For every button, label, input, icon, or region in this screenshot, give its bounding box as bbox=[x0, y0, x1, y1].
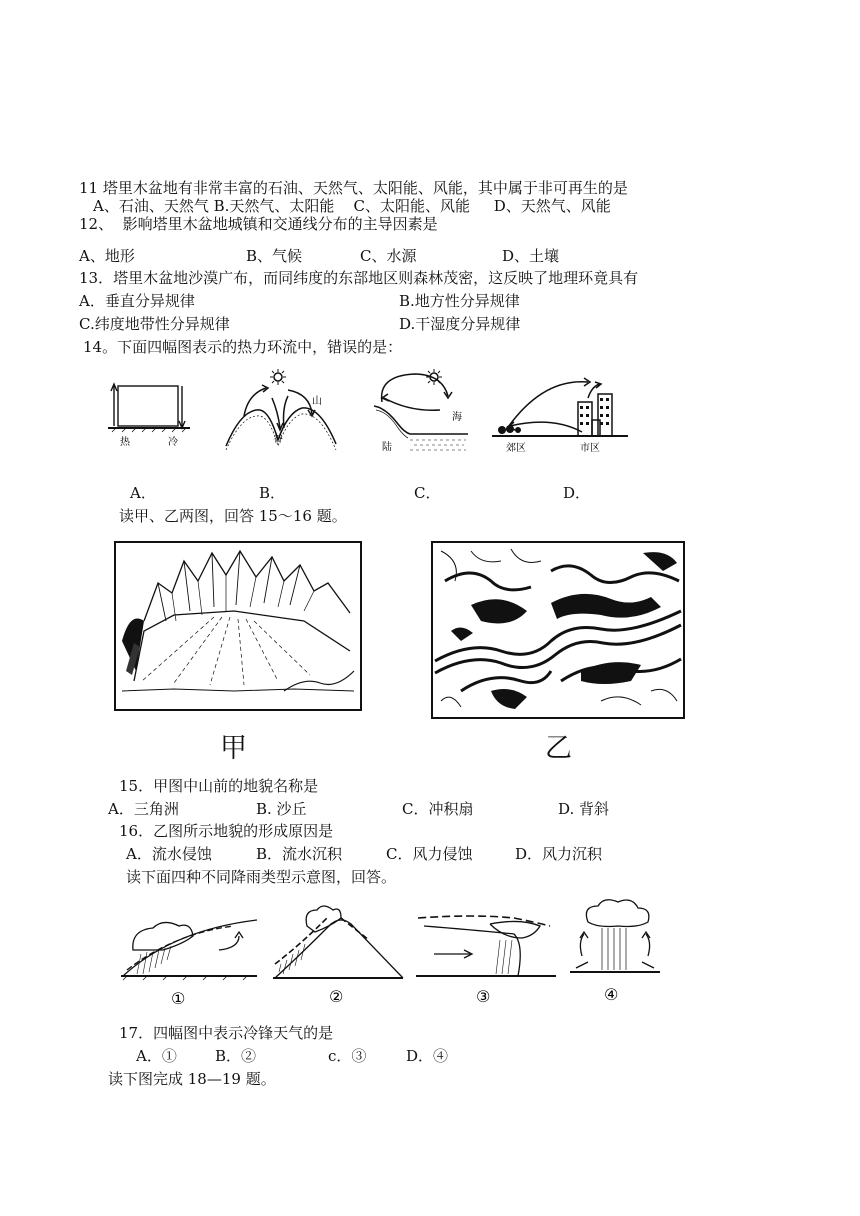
q13-option-d: D.干湿度分异规律 bbox=[399, 315, 521, 333]
q17-option-c: c．③ bbox=[328, 1047, 367, 1065]
q17-stem: 17．四幅图中表示冷锋天气的是 bbox=[119, 1024, 334, 1042]
q14-figure-c bbox=[370, 366, 470, 458]
sea-label: 海 bbox=[452, 412, 462, 423]
intro-17: 读下面四种不同降雨类型示意图，回答。 bbox=[126, 868, 397, 886]
q16-option-d: D．风力沉积 bbox=[515, 845, 603, 863]
q14-figure-d bbox=[492, 372, 630, 456]
q12-stem: 12、 影响塔里木盆地城镇和交通线分布的主导因素是 bbox=[79, 215, 438, 233]
rain-label-2: ② bbox=[329, 987, 344, 1006]
q14-option-a: A． bbox=[130, 484, 156, 502]
q13-option-c: C.纬度地带性分异规律 bbox=[79, 315, 230, 333]
q16-stem: 16．乙图所示地貌的形成原因是 bbox=[119, 822, 334, 840]
suburb-label: 郊区 bbox=[506, 443, 526, 454]
q12-option-b: B、气候 bbox=[246, 247, 303, 265]
q14-stem: 14。下面四幅图表示的热力环流中，错误的是： bbox=[83, 338, 403, 356]
river-terrain-figure bbox=[431, 541, 687, 721]
figure-jia-label: 甲 bbox=[220, 733, 247, 764]
rain-label-4: ④ bbox=[604, 985, 619, 1004]
q16-option-a: A．流水侵蚀 bbox=[126, 845, 212, 863]
q14-option-c: C． bbox=[414, 484, 441, 502]
q15-option-c: C．冲积扇 bbox=[402, 800, 474, 818]
land-label: 陆 bbox=[382, 442, 392, 453]
q14-figure-b bbox=[222, 368, 340, 454]
rain-figure-2 bbox=[271, 904, 407, 1010]
rain-label-3: ③ bbox=[476, 987, 491, 1006]
figure-yi-label: 乙 bbox=[545, 733, 572, 764]
q13-option-b: B.地方性分异规律 bbox=[399, 292, 520, 310]
valley-label: 谷 bbox=[273, 434, 283, 445]
q16-option-c: C．风力侵蚀 bbox=[386, 845, 473, 863]
rain-figure-1 bbox=[113, 910, 261, 1010]
q12-option-c: C、水源 bbox=[360, 247, 417, 265]
q15-option-d: D. 背斜 bbox=[558, 800, 610, 818]
rain-figure-4 bbox=[568, 898, 664, 1008]
q17-option-a: A．① bbox=[136, 1047, 177, 1065]
q12-option-a: A、地形 bbox=[79, 247, 135, 265]
q15-option-a: A．三角洲 bbox=[108, 800, 179, 818]
q14-figure-a bbox=[108, 378, 190, 450]
q15-option-b: B. 沙丘 bbox=[256, 800, 307, 818]
rain-figure-3 bbox=[414, 904, 558, 1010]
q12-option-d: D、土壤 bbox=[502, 247, 560, 265]
q11-options: A、石油、天然气 B.天然气、太阳能 C、太阳能、风能 D、天然气、风能 bbox=[93, 197, 611, 215]
rain-label-1: ① bbox=[171, 989, 186, 1008]
q17-option-b: B．② bbox=[215, 1047, 257, 1065]
intro-15-16: 读甲、乙两图，回答 15～16 题。 bbox=[119, 507, 347, 525]
q16-option-b: B．流水沉积 bbox=[256, 845, 343, 863]
alluvial-fan-figure bbox=[114, 541, 364, 713]
q14-option-d: D． bbox=[563, 484, 591, 502]
q17-option-d: D．④ bbox=[406, 1047, 449, 1065]
mountain-label: 山 bbox=[312, 396, 322, 407]
q13-option-a: A．垂直分异规律 bbox=[79, 292, 195, 310]
q15-stem: 15．甲图中山前的地貌名称是 bbox=[119, 777, 319, 795]
q13-stem: 13．塔里木盆地沙漠广布，而同纬度的东部地区则森林茂密，这反映了地理环竟具有 bbox=[79, 269, 639, 287]
hot-label: 热 bbox=[120, 437, 130, 448]
intro-18-19: 读下图完成 18—19 题。 bbox=[108, 1070, 276, 1088]
cold-label: 冷 bbox=[168, 437, 178, 448]
q14-option-b: B． bbox=[259, 484, 286, 502]
q11-stem: 11 塔里木盆地有非常丰富的石油、天然气、太阳能、风能，其中属于非可再生的是 bbox=[79, 179, 628, 197]
city-label: 市区 bbox=[580, 443, 600, 454]
